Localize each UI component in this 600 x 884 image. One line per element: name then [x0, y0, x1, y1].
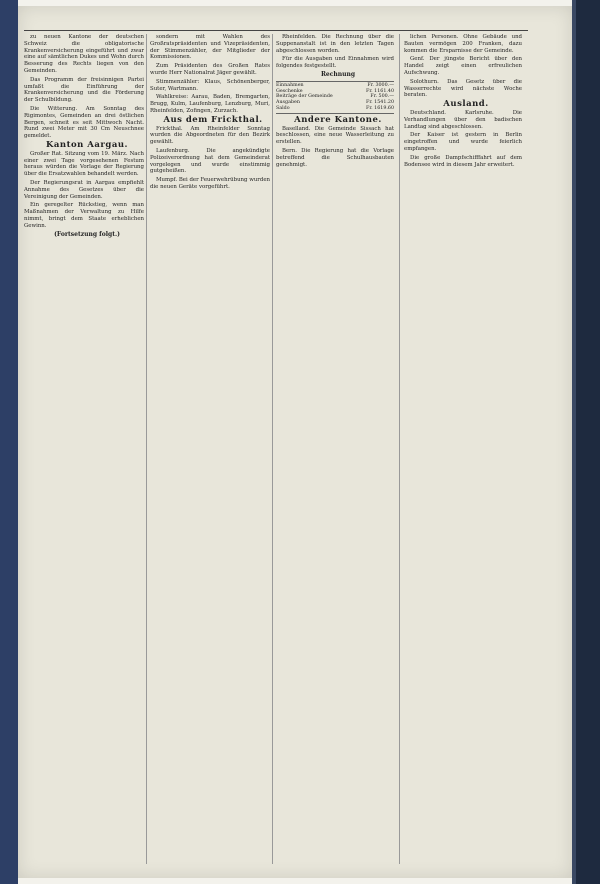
section-heading: Aus dem Frickthal. — [163, 114, 263, 125]
paragraph: zu neuen Kantone der deutschen Schweiz die obligatorische Krankenversicherung eingeführt und zwar eine auf sämtlichen Dukes und Wohn durch Besserung des Rechts liegen von den Gemeinden. — [24, 34, 144, 74]
book-binding-left — [0, 0, 18, 884]
column-1 — [24, 34, 144, 866]
column-2 — [150, 34, 270, 866]
paragraph: Rheinfelden. Die Rechnung über die Suppenanstalt ist in den letzten Tagen abgeschlossen worden. — [276, 34, 394, 54]
paragraph: sondern mit Wahlen des Großratspräsidenten und Vizepräsidenten, der Stimmenzähler, der Mitglieder der Kommissionen. — [150, 34, 270, 61]
header-rule — [24, 30, 528, 31]
paragraph: Der Kaiser ist gestern in Berlin eingetroffen und wurde feierlich empfangen. — [404, 132, 522, 152]
paragraph: Großer Rat. Sitzung vom 19. März. Nach einer zwei Tage vorgesehenen Festum heraus würden die Vorlage der Regierung über die Ersatzwahlen behandelt werden. — [24, 150, 144, 178]
paragraph: Für die Ausgaben und Einnahmen wird folgendes festgestellt. — [276, 56, 394, 70]
paragraph: Solothurn. Das Gesetz über die Wasserrechte wird nächste Woche beraten. — [404, 78, 522, 99]
column-3 — [276, 34, 394, 866]
paragraph: Frickthal. Am Rheinfelder Sonntag wurden die Abgeordneten für den Bezirk gewählt. — [150, 125, 270, 146]
paragraph: Mumpf. Bei der Feuerwehrübung wurden die neuen Geräte vorgeführt. — [150, 177, 270, 190]
newspaper-page — [18, 6, 572, 878]
table-row: Saldo Fr. 1619.60 — [276, 105, 394, 111]
book-binding-right — [572, 0, 600, 884]
paragraph: Das Programm der freisinnigen Partei umfaßt die Einführung der Krankenversicherung und die Förderung der Schulbildung. — [24, 76, 144, 104]
book-binding-edge — [572, 0, 576, 884]
section-heading: Kanton Aargau. — [46, 139, 128, 150]
table-row: Einnahmen Fr. 3000.— — [276, 82, 394, 88]
section-heading: Ausland. — [443, 99, 489, 110]
paragraph: Laufenburg. Die angekündigte Polizeiverordnung hat dem Gemeinderat vorgelegen und wurde einstimmig gutgeheißen. — [150, 147, 270, 175]
paragraph: Baselland. Die Gemeinde Sissach hat beschlossen, eine neue Wasserleitung zu erstellen. — [276, 125, 394, 146]
column-divider — [272, 34, 273, 864]
signoff: (Fortsetzung folgt.) — [54, 230, 120, 238]
paragraph: Zum Präsidenten des Großen Rates wurde Herr Nationalrat Jäger gewählt. — [150, 63, 270, 76]
column-divider — [399, 34, 400, 864]
paragraph: Ein geregelter Rückstieg, wenn man Maßnahmen der Verwaltung zu Hilfe nimmt, bringt dem Staate erheblichen Gewinn. — [24, 202, 144, 229]
paragraph: Genf. Der jüngste Bericht über den Handel zeigt einen erfreulichen Aufschwung. — [404, 56, 522, 76]
table-row: Beiträge der Gemeinde Fr. 500.— — [276, 94, 394, 100]
paragraph: Stimmenzähler: Klaus, Schönenberger, Suter, Wartmann. — [150, 78, 270, 92]
account-table — [276, 81, 394, 114]
paragraph: Der Regierungsrat in Aargau empfiehlt Annahme des Gesetzes über die Vereinigung der Gemeinden. — [24, 179, 144, 200]
table-row: Ausgaben Fr. 1541.20 — [276, 100, 394, 106]
column-4 — [404, 34, 522, 866]
paragraph: Deutschland. Karlsruhe. Die Verhandlungen über den badischen Landtag sind abgeschlossen. — [404, 109, 522, 130]
paragraph: lichen Personen. Ohne Gebäude und Bauten vermögen 200 Franken, dazu kommen die Ersparnisse der Gemeinde. — [404, 34, 522, 54]
paragraph: Bern. Die Regierung hat die Vorlage betreffend die Schulhausbauten genehmigt. — [276, 147, 394, 168]
section-heading: Andere Kantone. — [294, 114, 382, 125]
table-title: Rechnung — [320, 70, 356, 78]
column-divider — [146, 34, 147, 864]
paragraph: Die Witterung. Am Sonntag des Rigimontes, Gemeinden an drei östlichen Bergen, schneit es seit Mittwoch Nacht. Rund zwei Meter mit 30 Cm Neuschnee gemeldet. — [24, 105, 144, 140]
table-row: Geschenke Fr. 1161.40 — [276, 88, 394, 94]
paragraph: Die große Dampfschifffahrt auf dem Bodensee wird in diesem Jahr erweitert. — [404, 154, 522, 168]
paragraph: Wahlkreise: Aarau, Baden, Bremgarten, Brugg, Kulm, Laufenburg, Lenzburg, Muri, Rheinfelden, Zofingen, Zurzach. — [150, 94, 270, 114]
